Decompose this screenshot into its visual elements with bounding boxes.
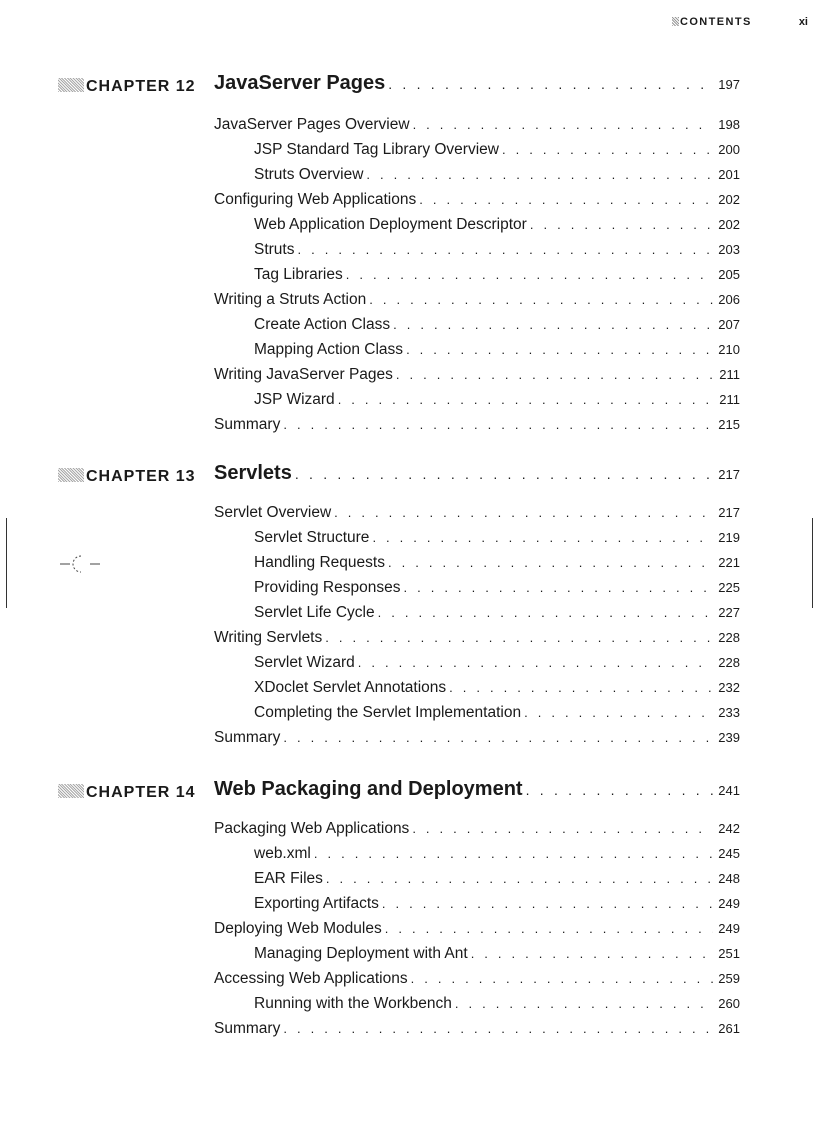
dot-leader bbox=[366, 167, 713, 182]
entry-text: EAR Files bbox=[254, 870, 323, 887]
entry-text: Deploying Web Modules bbox=[214, 920, 382, 937]
registration-mark-icon bbox=[60, 552, 102, 576]
entry-page: 261 bbox=[718, 1021, 740, 1036]
entry-page: 225 bbox=[718, 580, 740, 595]
dot-leader bbox=[455, 996, 713, 1011]
dot-leader bbox=[412, 821, 713, 836]
toc-entry[interactable] bbox=[214, 920, 740, 940]
entry-text: Completing the Servlet Implementation bbox=[254, 704, 522, 721]
chapter-title-row[interactable] bbox=[214, 778, 740, 804]
page-number: xi bbox=[798, 16, 808, 28]
chapter-mark-icon bbox=[58, 784, 84, 798]
dot-leader bbox=[326, 871, 713, 886]
toc-entry[interactable] bbox=[214, 820, 740, 840]
entry-text: XDoclet Servlet Annotations bbox=[254, 679, 447, 696]
chapter-heading bbox=[0, 778, 816, 804]
chapter-label bbox=[58, 468, 198, 486]
entry-text: JSP Wizard bbox=[254, 391, 335, 408]
entry-page: 210 bbox=[718, 342, 740, 357]
dot-leader bbox=[346, 267, 713, 282]
entry-text: Mapping Action Class bbox=[254, 341, 404, 358]
toc-entry[interactable] bbox=[254, 216, 740, 236]
entry-text: Servlet Wizard bbox=[254, 654, 355, 671]
dot-leader bbox=[449, 680, 713, 695]
dot-leader bbox=[419, 192, 713, 207]
toc-entry[interactable] bbox=[254, 679, 740, 699]
chapter-label-text: CHAPTER 13 bbox=[86, 468, 196, 485]
toc-entry[interactable] bbox=[214, 291, 740, 311]
entry-page: 259 bbox=[718, 971, 740, 986]
dot-leader bbox=[411, 971, 713, 986]
entry-page: 242 bbox=[718, 821, 740, 836]
toc-entry[interactable] bbox=[254, 241, 740, 261]
entry-page: 251 bbox=[718, 946, 740, 961]
dot-leader bbox=[358, 655, 713, 670]
toc-entry[interactable] bbox=[254, 945, 740, 965]
chapter-14 bbox=[0, 778, 816, 1037]
dot-leader bbox=[297, 242, 713, 257]
left-edge-line bbox=[6, 518, 7, 608]
entry-text: Providing Responses bbox=[254, 579, 401, 596]
entry-page: 215 bbox=[718, 417, 740, 432]
toc-entry[interactable] bbox=[254, 995, 740, 1015]
entry-page: 228 bbox=[718, 655, 740, 670]
entry-page: 232 bbox=[718, 680, 740, 695]
chapter-title-row[interactable] bbox=[214, 72, 740, 98]
entry-page: 248 bbox=[718, 871, 740, 886]
entry-text: Managing Deployment with Ant bbox=[254, 945, 468, 962]
entry-text: Summary bbox=[214, 1020, 281, 1037]
toc-entry[interactable] bbox=[254, 704, 740, 724]
entry-page: 228 bbox=[718, 630, 740, 645]
entry-text: Packaging Web Applications bbox=[214, 820, 410, 837]
running-title: CONTENTS bbox=[680, 16, 752, 28]
entry-text: Servlet Life Cycle bbox=[254, 604, 375, 621]
dot-leader bbox=[369, 292, 713, 307]
toc-entry[interactable] bbox=[254, 316, 740, 336]
toc-entry[interactable] bbox=[254, 604, 740, 624]
entry-text: Create Action Class bbox=[254, 316, 391, 333]
chapter-label bbox=[58, 784, 198, 802]
dot-leader bbox=[388, 555, 713, 570]
entry-text: web.xml bbox=[254, 845, 311, 862]
dot-leader bbox=[524, 705, 713, 720]
dot-leader bbox=[413, 117, 713, 132]
entry-text: JSP Standard Tag Library Overview bbox=[254, 141, 499, 158]
dot-leader bbox=[471, 946, 713, 961]
toc-entry[interactable] bbox=[254, 391, 740, 411]
toc-entry[interactable] bbox=[254, 554, 740, 574]
entry-page: 211 bbox=[719, 392, 740, 407]
toc-entry[interactable] bbox=[254, 341, 740, 361]
dot-leader bbox=[314, 846, 713, 861]
chapter-title: Web Packaging and Deployment bbox=[214, 778, 523, 800]
entry-page: 219 bbox=[718, 530, 740, 545]
entry-page: 205 bbox=[718, 267, 740, 282]
chapter-heading bbox=[0, 462, 816, 488]
entry-page: 239 bbox=[718, 730, 740, 745]
dot-leader bbox=[382, 896, 713, 911]
dot-leader bbox=[372, 530, 713, 545]
dot-leader bbox=[502, 142, 713, 157]
entry-text: Writing JavaServer Pages bbox=[214, 366, 393, 383]
entry-page: 203 bbox=[718, 242, 740, 257]
dot-leader bbox=[385, 921, 713, 936]
dot-leader bbox=[325, 630, 713, 645]
dot-leader bbox=[388, 76, 713, 92]
toc-entry[interactable] bbox=[254, 845, 740, 865]
entry-text: JavaServer Pages Overview bbox=[214, 116, 410, 133]
entry-page: 202 bbox=[718, 192, 740, 207]
entry-page: 260 bbox=[718, 996, 740, 1011]
toc-entry[interactable] bbox=[254, 870, 740, 890]
toc-entry[interactable] bbox=[214, 366, 740, 386]
toc-entry[interactable] bbox=[254, 529, 740, 549]
entry-text: Servlet Structure bbox=[254, 529, 370, 546]
entry-text: Accessing Web Applications bbox=[214, 970, 408, 987]
toc-entry[interactable] bbox=[214, 1020, 740, 1040]
entry-page: 198 bbox=[718, 117, 740, 132]
entry-text: Summary bbox=[214, 416, 281, 433]
entry-page: 233 bbox=[718, 705, 740, 720]
toc-entry[interactable] bbox=[254, 579, 740, 599]
chapter-heading bbox=[0, 72, 816, 98]
toc-entry[interactable] bbox=[214, 504, 740, 524]
chapter-page: 217 bbox=[718, 467, 740, 482]
entry-page: 202 bbox=[718, 217, 740, 232]
entry-page: 245 bbox=[718, 846, 740, 861]
entry-page: 200 bbox=[718, 142, 740, 157]
toc-entry[interactable] bbox=[254, 166, 740, 186]
dot-leader bbox=[530, 217, 713, 232]
toc-entry[interactable] bbox=[254, 141, 740, 161]
entry-text: Servlet Overview bbox=[214, 504, 332, 521]
dot-leader bbox=[283, 1021, 713, 1036]
chapter-title: JavaServer Pages bbox=[214, 72, 386, 94]
entry-text: Struts bbox=[254, 241, 295, 258]
toc-entry[interactable] bbox=[214, 729, 740, 749]
toc-entry[interactable] bbox=[254, 895, 740, 915]
running-header bbox=[672, 16, 808, 32]
toc-entry[interactable] bbox=[214, 629, 740, 649]
entry-text: Summary bbox=[214, 729, 281, 746]
chapter-mark-icon bbox=[58, 468, 84, 482]
toc-entry[interactable] bbox=[214, 191, 740, 211]
entry-page: 211 bbox=[719, 367, 740, 382]
toc-entry[interactable] bbox=[214, 116, 740, 136]
entry-page: 217 bbox=[718, 505, 740, 520]
chapter-label-text: CHAPTER 12 bbox=[86, 78, 196, 95]
dot-leader bbox=[283, 730, 713, 745]
dot-leader bbox=[396, 367, 713, 382]
dot-leader bbox=[403, 580, 713, 595]
chapter-label-text: CHAPTER 14 bbox=[86, 784, 196, 801]
entry-text: Handling Requests bbox=[254, 554, 385, 571]
entry-text: Running with the Workbench bbox=[254, 995, 452, 1012]
entry-page: 201 bbox=[718, 167, 740, 182]
entry-text: Tag Libraries bbox=[254, 266, 343, 283]
entry-text: Struts Overview bbox=[254, 166, 364, 183]
entry-page: 207 bbox=[718, 317, 740, 332]
entry-text: Configuring Web Applications bbox=[214, 191, 417, 208]
right-edge-line bbox=[812, 518, 813, 608]
toc-entry[interactable] bbox=[214, 416, 740, 436]
toc-entry[interactable] bbox=[214, 970, 740, 990]
chapter-label bbox=[58, 78, 198, 96]
dot-leader bbox=[283, 417, 713, 432]
dot-leader bbox=[295, 466, 713, 482]
entry-page: 206 bbox=[718, 292, 740, 307]
entry-text: Exporting Artifacts bbox=[254, 895, 379, 912]
entry-page: 249 bbox=[718, 896, 740, 911]
toc-entry[interactable] bbox=[254, 266, 740, 286]
chapter-13 bbox=[0, 462, 816, 746]
header-mark-icon bbox=[672, 17, 679, 26]
dot-leader bbox=[378, 605, 713, 620]
entry-text: Writing a Struts Action bbox=[214, 291, 367, 308]
entry-page: 249 bbox=[718, 921, 740, 936]
chapter-title-row[interactable] bbox=[214, 462, 740, 488]
toc-entry[interactable] bbox=[254, 654, 740, 674]
chapter-page: 197 bbox=[718, 77, 740, 92]
dot-leader bbox=[338, 392, 713, 407]
entry-page: 227 bbox=[718, 605, 740, 620]
dot-leader bbox=[406, 342, 713, 357]
dot-leader bbox=[334, 505, 713, 520]
entry-text: Web Application Deployment Descriptor bbox=[254, 216, 527, 233]
entry-page: 221 bbox=[718, 555, 740, 570]
entry-text: Writing Servlets bbox=[214, 629, 323, 646]
chapter-mark-icon bbox=[58, 78, 84, 92]
dot-leader bbox=[526, 782, 713, 798]
dot-leader bbox=[393, 317, 713, 332]
chapter-title: Servlets bbox=[214, 462, 292, 484]
chapter-page: 241 bbox=[718, 783, 740, 798]
chapter-12 bbox=[0, 72, 816, 433]
